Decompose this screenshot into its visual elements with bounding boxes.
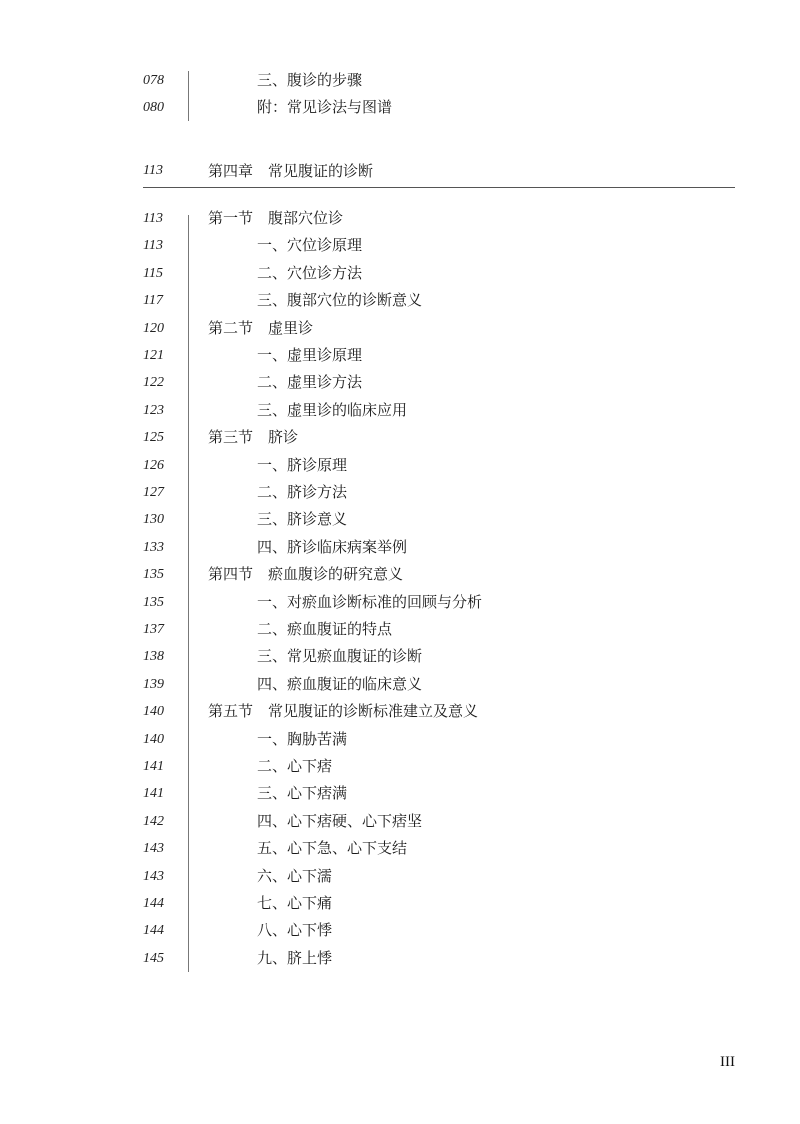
toc-entry[interactable] — [0, 287, 800, 314]
entry-title: 三、心下痞满 — [257, 784, 348, 803]
page-number: 137 — [143, 622, 164, 637]
toc-entry[interactable] — [0, 643, 800, 670]
page-number: 113 — [143, 238, 163, 254]
entry-title: 九、脐上悸 — [257, 948, 333, 967]
entry-title: 四、瘀血腹证的临床意义 — [257, 674, 423, 693]
toc-entry[interactable] — [0, 479, 800, 506]
page-number: 080 — [143, 100, 164, 115]
toc-section-entry[interactable] — [0, 698, 800, 725]
toc-top-block — [0, 67, 800, 123]
toc-entry[interactable] — [0, 534, 800, 561]
section-title: 第五节 常见腹证的诊断标准建立及意义 — [208, 702, 479, 721]
chapter-title: 第四章 常见腹证的诊断 — [208, 162, 374, 180]
toc-entry[interactable] — [0, 94, 800, 121]
toc-entry[interactable] — [0, 726, 800, 753]
entry-title: 二、虚里诊方法 — [257, 373, 363, 392]
page-number: 142 — [143, 813, 164, 829]
entry-title: 四、脐诊临床病案举例 — [257, 537, 408, 556]
section-title: 第二节 虚里诊 — [208, 318, 314, 337]
toc-entry[interactable] — [0, 232, 800, 259]
section-title: 第一节 腹部穴位诊 — [208, 209, 344, 227]
toc-entry[interactable] — [0, 452, 800, 479]
page-number: 115 — [143, 265, 163, 281]
toc-entry[interactable] — [0, 369, 800, 396]
toc-entry[interactable] — [0, 780, 800, 807]
chapter-page-number: 113 — [143, 163, 163, 178]
page-number: 143 — [143, 868, 164, 884]
entry-title: 二、瘀血腹证的特点 — [257, 620, 393, 638]
toc-entry[interactable] — [0, 616, 800, 643]
toc-entry[interactable] — [0, 260, 800, 287]
entry-title: 七、心下痛 — [257, 894, 333, 912]
page-number: 127 — [143, 485, 164, 500]
entry-title: 二、脐诊方法 — [257, 483, 348, 501]
toc-entry[interactable] — [0, 506, 800, 533]
page-number: 140 — [143, 704, 164, 720]
toc-entry[interactable] — [0, 671, 800, 698]
toc-section-entry[interactable] — [0, 561, 800, 588]
page-number: 139 — [143, 676, 164, 692]
entry-title: 六、心下濡 — [257, 866, 333, 885]
page-number: 135 — [143, 594, 164, 610]
toc-entry[interactable] — [0, 67, 800, 94]
entry-title: 一、虚里诊原理 — [257, 346, 363, 364]
chapter-rule — [143, 187, 735, 188]
toc-main-block — [0, 205, 800, 975]
entry-title: 二、心下痞 — [257, 757, 333, 775]
toc-entry[interactable] — [0, 808, 800, 835]
page-number: 121 — [143, 348, 164, 363]
entry-title: 二、穴位诊方法 — [257, 263, 363, 282]
page-number: 078 — [143, 73, 164, 88]
entry-title: 八、心下悸 — [257, 921, 333, 940]
page-number: 135 — [143, 567, 164, 583]
page-number: 125 — [143, 430, 164, 446]
page-number: 113 — [143, 211, 163, 226]
toc-section-entry[interactable] — [0, 205, 800, 232]
entry-title: 三、脐诊意义 — [257, 510, 348, 529]
page-number: 138 — [143, 649, 164, 665]
entry-title: 三、常见瘀血腹证的诊断 — [257, 647, 423, 666]
page-number: 133 — [143, 539, 164, 555]
page-number: 120 — [143, 320, 164, 336]
toc-entry[interactable] — [0, 863, 800, 890]
entry-title: 一、穴位诊原理 — [257, 236, 363, 255]
chapter-heading[interactable] — [0, 157, 800, 187]
page-number: 144 — [143, 923, 164, 939]
page-number: 126 — [143, 457, 164, 473]
entry-title: 五、心下急、心下支结 — [257, 839, 408, 858]
page-number: 141 — [143, 786, 164, 802]
page-number: 140 — [143, 731, 164, 747]
page-number: 130 — [143, 512, 164, 528]
entry-title: 一、对瘀血诊断标准的回顾与分析 — [257, 592, 483, 611]
section-title: 第四节 瘀血腹诊的研究意义 — [208, 565, 404, 584]
entry-title: 三、腹诊的步骤 — [257, 71, 363, 89]
toc-entry[interactable] — [0, 342, 800, 369]
entry-title: 三、腹部穴位的诊断意义 — [257, 291, 423, 310]
page-number: 117 — [143, 293, 163, 309]
toc-entry[interactable] — [0, 589, 800, 616]
entry-title: 一、胸胁苦满 — [257, 729, 348, 748]
toc-entry[interactable] — [0, 753, 800, 780]
page-number: 122 — [143, 375, 164, 391]
entry-title: 附：常见诊法与图谱 — [257, 98, 393, 116]
page-number: 123 — [143, 402, 164, 418]
entry-title: 四、心下痞硬、心下痞坚 — [257, 811, 423, 830]
toc-entry[interactable] — [0, 835, 800, 862]
toc-entry[interactable] — [0, 917, 800, 944]
toc-entry[interactable] — [0, 397, 800, 424]
toc-entry[interactable] — [0, 945, 800, 972]
page-number: 143 — [143, 841, 164, 857]
page-folio: III — [720, 1054, 735, 1070]
toc-section-entry[interactable] — [0, 424, 800, 451]
page-number: 144 — [143, 896, 164, 911]
toc-section-entry[interactable] — [0, 315, 800, 342]
section-title: 第三节 脐诊 — [208, 428, 299, 447]
page-number: 145 — [143, 950, 164, 966]
toc-entry[interactable] — [0, 890, 800, 917]
page-number: 141 — [143, 759, 164, 774]
entry-title: 一、脐诊原理 — [257, 455, 348, 474]
entry-title: 三、虚里诊的临床应用 — [257, 400, 408, 419]
